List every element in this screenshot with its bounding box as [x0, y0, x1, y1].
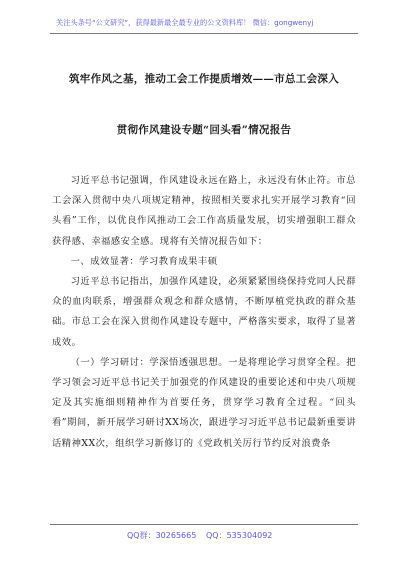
paragraph-intro: 习近平总书记强调，作风建设永远在路上，永远没有休止符。市总工会深入贯彻中央八项规定精神，按照相关要求扎实开展学习教育“回头看”工作，以优良作风推动工会工作高质量发展，切实增强职工群众获得感、幸福感安全感。现将有关情况报告如下：	[52, 175, 356, 247]
document-title-line-2: 贯彻作风建设专题“回头看”情况报告	[116, 124, 292, 136]
paragraph-study-discussion: （一）学习研讨：学深悟透强思想。一是将理论学习贯穿全程。把学习领会习近平总书记关于加强党的作风建设的重要论述和中央八项规定及其实施细则精神作为首要任务，贯穿学习教育全过程。“回头看”期间，新开展学习研讨XX场次，跟进学习习近平总书记最新重要讲话精神XX次，组织学习新修订的《党政机关厉行节约反对浪费条	[52, 356, 356, 449]
paragraph-quote: 习近平总书记指出，加强作风建设，必须紧紧围绕保持党同人民群众的血肉联系，增强群众观念和群众感情，不断厚植党执政的群众基础。市总工会在深入贯彻作风建设专题中，严格落实要求，取得了显著成效。	[52, 276, 356, 348]
footer-divider	[50, 524, 358, 525]
section-heading-1: 一、成效显著：学习教育成果丰硕	[70, 255, 218, 267]
header-banner: 关注头条号“公文研究”，获得最新最全最专业的公文资料库！ 微信：gongwenyj	[56, 18, 314, 27]
document-title-line-1: 筑牢作风之基，推动工会工作提质增效——市总工会深入	[69, 73, 339, 85]
footer-qq-contact: QQ：535304092	[206, 531, 273, 540]
footer-qq-group: QQ群：30265665	[127, 531, 197, 540]
document-body	[52, 171, 356, 454]
header-divider	[50, 33, 358, 34]
